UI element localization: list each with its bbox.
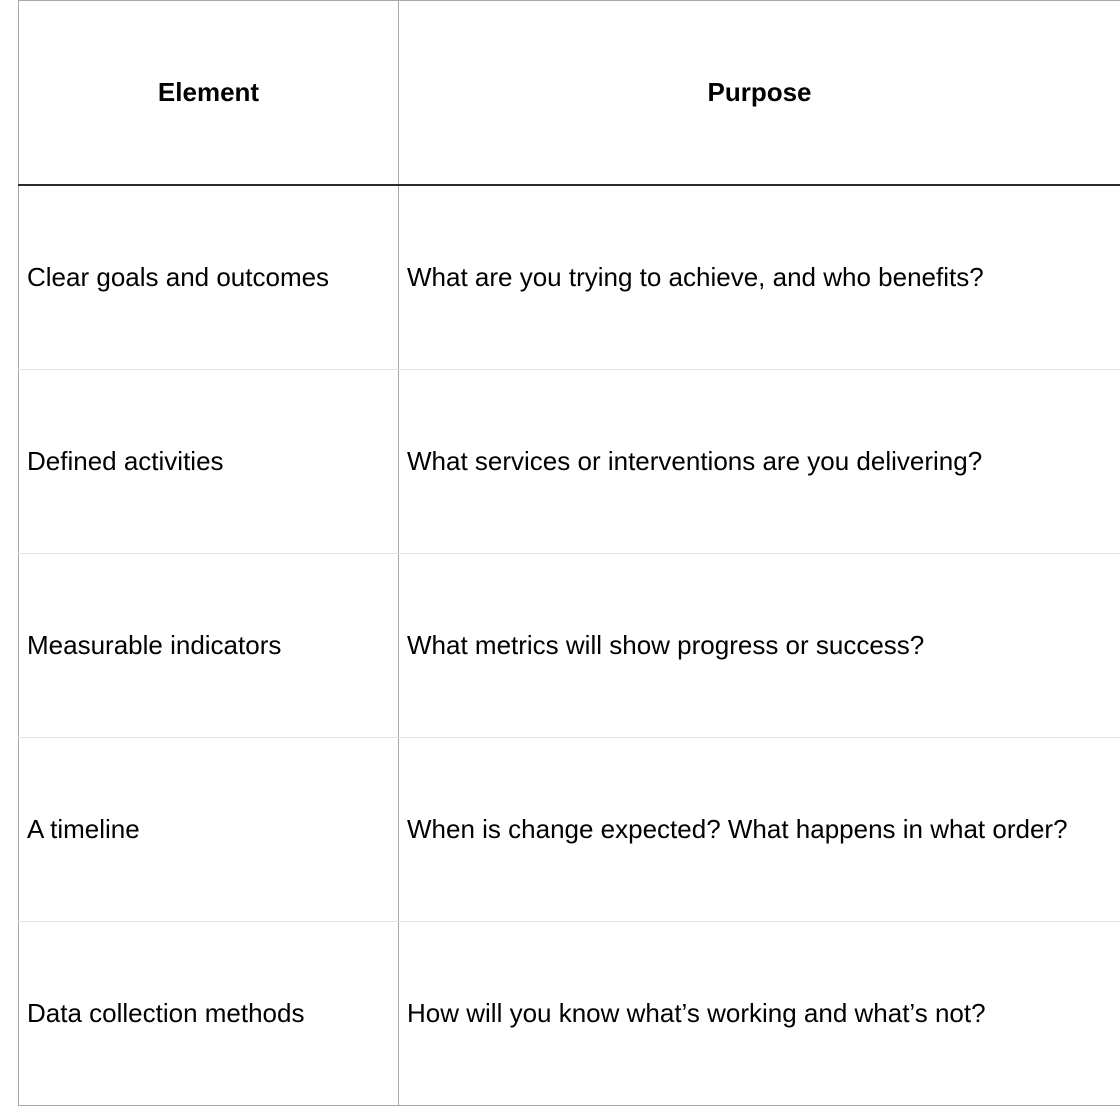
header-element: Element xyxy=(19,1,399,186)
table-header-row xyxy=(19,1,1120,186)
element-cell: Data collection methods xyxy=(19,922,399,1106)
element-cell: A timeline xyxy=(19,738,399,922)
header-purpose: Purpose xyxy=(399,1,1120,186)
table-row xyxy=(19,554,1120,738)
element-cell: Clear goals and outcomes xyxy=(19,185,399,370)
element-cell: Defined activities xyxy=(19,370,399,554)
table-row xyxy=(19,185,1120,370)
element-cell: Measurable indicators xyxy=(19,554,399,738)
table-row xyxy=(19,370,1120,554)
purpose-cell: What metrics will show progress or success? xyxy=(399,554,1120,738)
table-row xyxy=(19,738,1120,922)
table-row xyxy=(19,922,1120,1106)
purpose-cell: What services or interventions are you delivering? xyxy=(399,370,1120,554)
element-purpose-table xyxy=(18,0,1120,1106)
purpose-cell: How will you know what’s working and what’s not? xyxy=(399,922,1120,1106)
purpose-cell: What are you trying to achieve, and who benefits? xyxy=(399,185,1120,370)
purpose-cell: When is change expected? What happens in what order? xyxy=(399,738,1120,922)
